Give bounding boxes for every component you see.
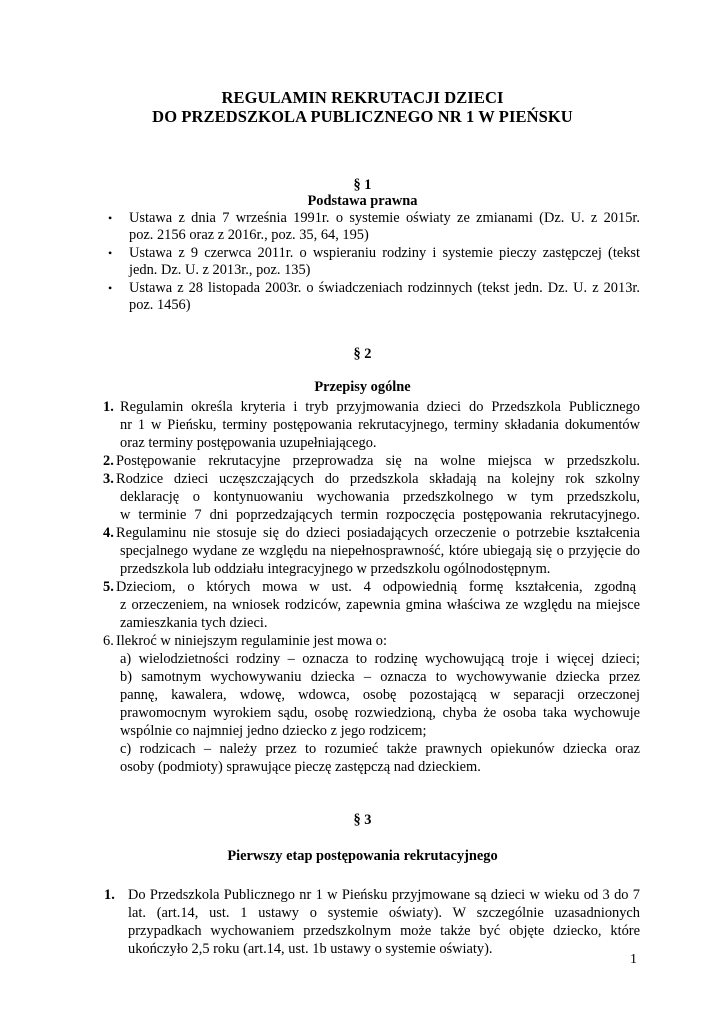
list-item: Ustawa z 28 listopada 2003r. o świadczeniach rodzinnych (tekst jedn. Dz. U. z 2013r.: [129, 280, 640, 296]
list-item-continuation: w terminie 7 dni poprzedzających termin rozpoczęcia postępowania rekrutacyjnego.: [120, 507, 640, 523]
list-number: 1.: [103, 399, 114, 415]
list-item-continuation: z orzeczeniem, na wniosek rodziców, zapewnia gmina właściwa ze względu na miejsce: [120, 597, 640, 613]
section-3-symbol: § 3: [353, 812, 372, 828]
section-1-heading: Podstawa prawna: [307, 193, 418, 209]
document-title-line-1: REGULAMIN REKRUTACJI DZIECI: [221, 88, 504, 107]
bullet-icon: •: [108, 281, 113, 295]
sub-item: b) samotnym wychowywaniu dziecka – oznacza to wychowywanie dziecka przez: [120, 669, 640, 685]
section-2-heading: Przepisy ogólne: [314, 379, 411, 395]
list-number: 4.: [103, 525, 114, 541]
list-item: Ustawa z 9 czerwca 2011r. o wspieraniu rodziny i systemie pieczy zastępczej (tekst: [129, 245, 640, 261]
section-2-symbol: § 2: [353, 346, 372, 362]
sub-item-continuation: wspólnie co najmniej jedno dziecko z jego rodzicem;: [120, 723, 427, 739]
list-item-continuation: poz. 2156 oraz z 2016r., poz. 35, 64, 195): [129, 227, 369, 243]
list-item-continuation: ukończyło 2,5 roku (art.14, ust. 1b ustawy o systemie oświaty).: [128, 941, 493, 957]
list-number: 1.: [104, 887, 115, 903]
sub-item-continuation: pannę, kawalera, wdowę, wdowca, osobę pozostającą w separacji orzeczonej: [120, 687, 640, 703]
list-number: 3.: [103, 471, 114, 487]
list-item-continuation: zamieszkania tych dzieci.: [120, 615, 268, 631]
list-item-continuation: oraz terminy postępowania uzupełniającego.: [120, 435, 377, 451]
sub-item-continuation: osoby (podmioty) sprawujące pieczę zastępczą nad dzieckiem.: [120, 759, 481, 775]
list-item: Ustawa z dnia 7 września 1991r. o systemie oświaty ze zmianami (Dz. U. z 2015r.: [129, 210, 640, 226]
list-item: Regulaminu nie stosuje się do dzieci posiadających orzeczenie o potrzebie kształcenia: [116, 525, 640, 541]
list-item: Do Przedszkola Publicznego nr 1 w Pieńsku przyjmowane są dzieci w wieku od 3 do 7: [128, 887, 640, 903]
list-item-continuation: lat. (art.14, ust. 1 ustawy o systemie oświaty). W szczególnie uzasadnionych: [128, 905, 640, 921]
list-item-continuation: deklarację o kontynuowaniu wychowania przedszkolnego w tym przedszkolu,: [120, 489, 640, 505]
list-item-continuation: przypadkach wychowaniem przedszkolnym może także być objęte dziecko, które: [128, 923, 640, 939]
list-item-continuation: poz. 1456): [129, 297, 191, 313]
list-number: 2.: [103, 453, 114, 469]
list-item-continuation: nr 1 w Pieńsku, terminy postępowania rekrutacyjnego, terminy składania dokumentów: [120, 417, 640, 433]
list-item: Dzieciom, o których mowa w ust. 4 odpowiednią formę kształcenia, zgodną: [116, 579, 636, 595]
list-item-continuation: specjalnego wydane ze względu na niepełnosprawność, które ubiegają się o przyjęcie do: [120, 543, 640, 559]
list-item-continuation: jedn. Dz. U. z 2013r., poz. 135): [129, 262, 311, 278]
bullet-icon: •: [108, 246, 113, 260]
list-item: Rodzice dzieci uczęszczających do przedszkola składają na kolejny rok szkolny: [116, 471, 640, 487]
sub-item: c) rodzicach – należy przez to rozumieć także prawnych opiekunów dziecka oraz: [120, 741, 640, 757]
section-1-symbol: § 1: [353, 177, 372, 193]
list-number: 6.: [103, 633, 114, 649]
page-number: 1: [630, 952, 637, 967]
document-title-line-2: DO PRZEDSZKOLA PUBLICZNEGO NR 1 W PIEŃSKU: [152, 107, 573, 126]
sub-item-continuation: prawomocnym wyrokiem sądu, osobę rozwiedzioną, chyba że osoba taka wychowuje: [120, 705, 640, 721]
list-item: Ilekroć w niniejszym regulaminie jest mowa o:: [116, 633, 387, 649]
list-item-continuation: przedszkola lub oddziału integracyjnego w przedszkolu ogólnodostępnym.: [120, 561, 551, 577]
sub-item: a) wielodzietności rodziny – oznacza to rodzinę wychowującą troje i więcej dzieci;: [120, 651, 640, 667]
list-item: Regulamin określa kryteria i tryb przyjmowania dzieci do Przedszkola Publicznego: [120, 399, 640, 415]
section-3-heading: Pierwszy etap postępowania rekrutacyjnego: [227, 848, 498, 864]
list-number: 5.: [103, 579, 114, 595]
list-item: Postępowanie rekrutacyjne przeprowadza się na wolne miejsca w przedszkolu.: [116, 453, 640, 469]
bullet-icon: •: [108, 211, 113, 225]
